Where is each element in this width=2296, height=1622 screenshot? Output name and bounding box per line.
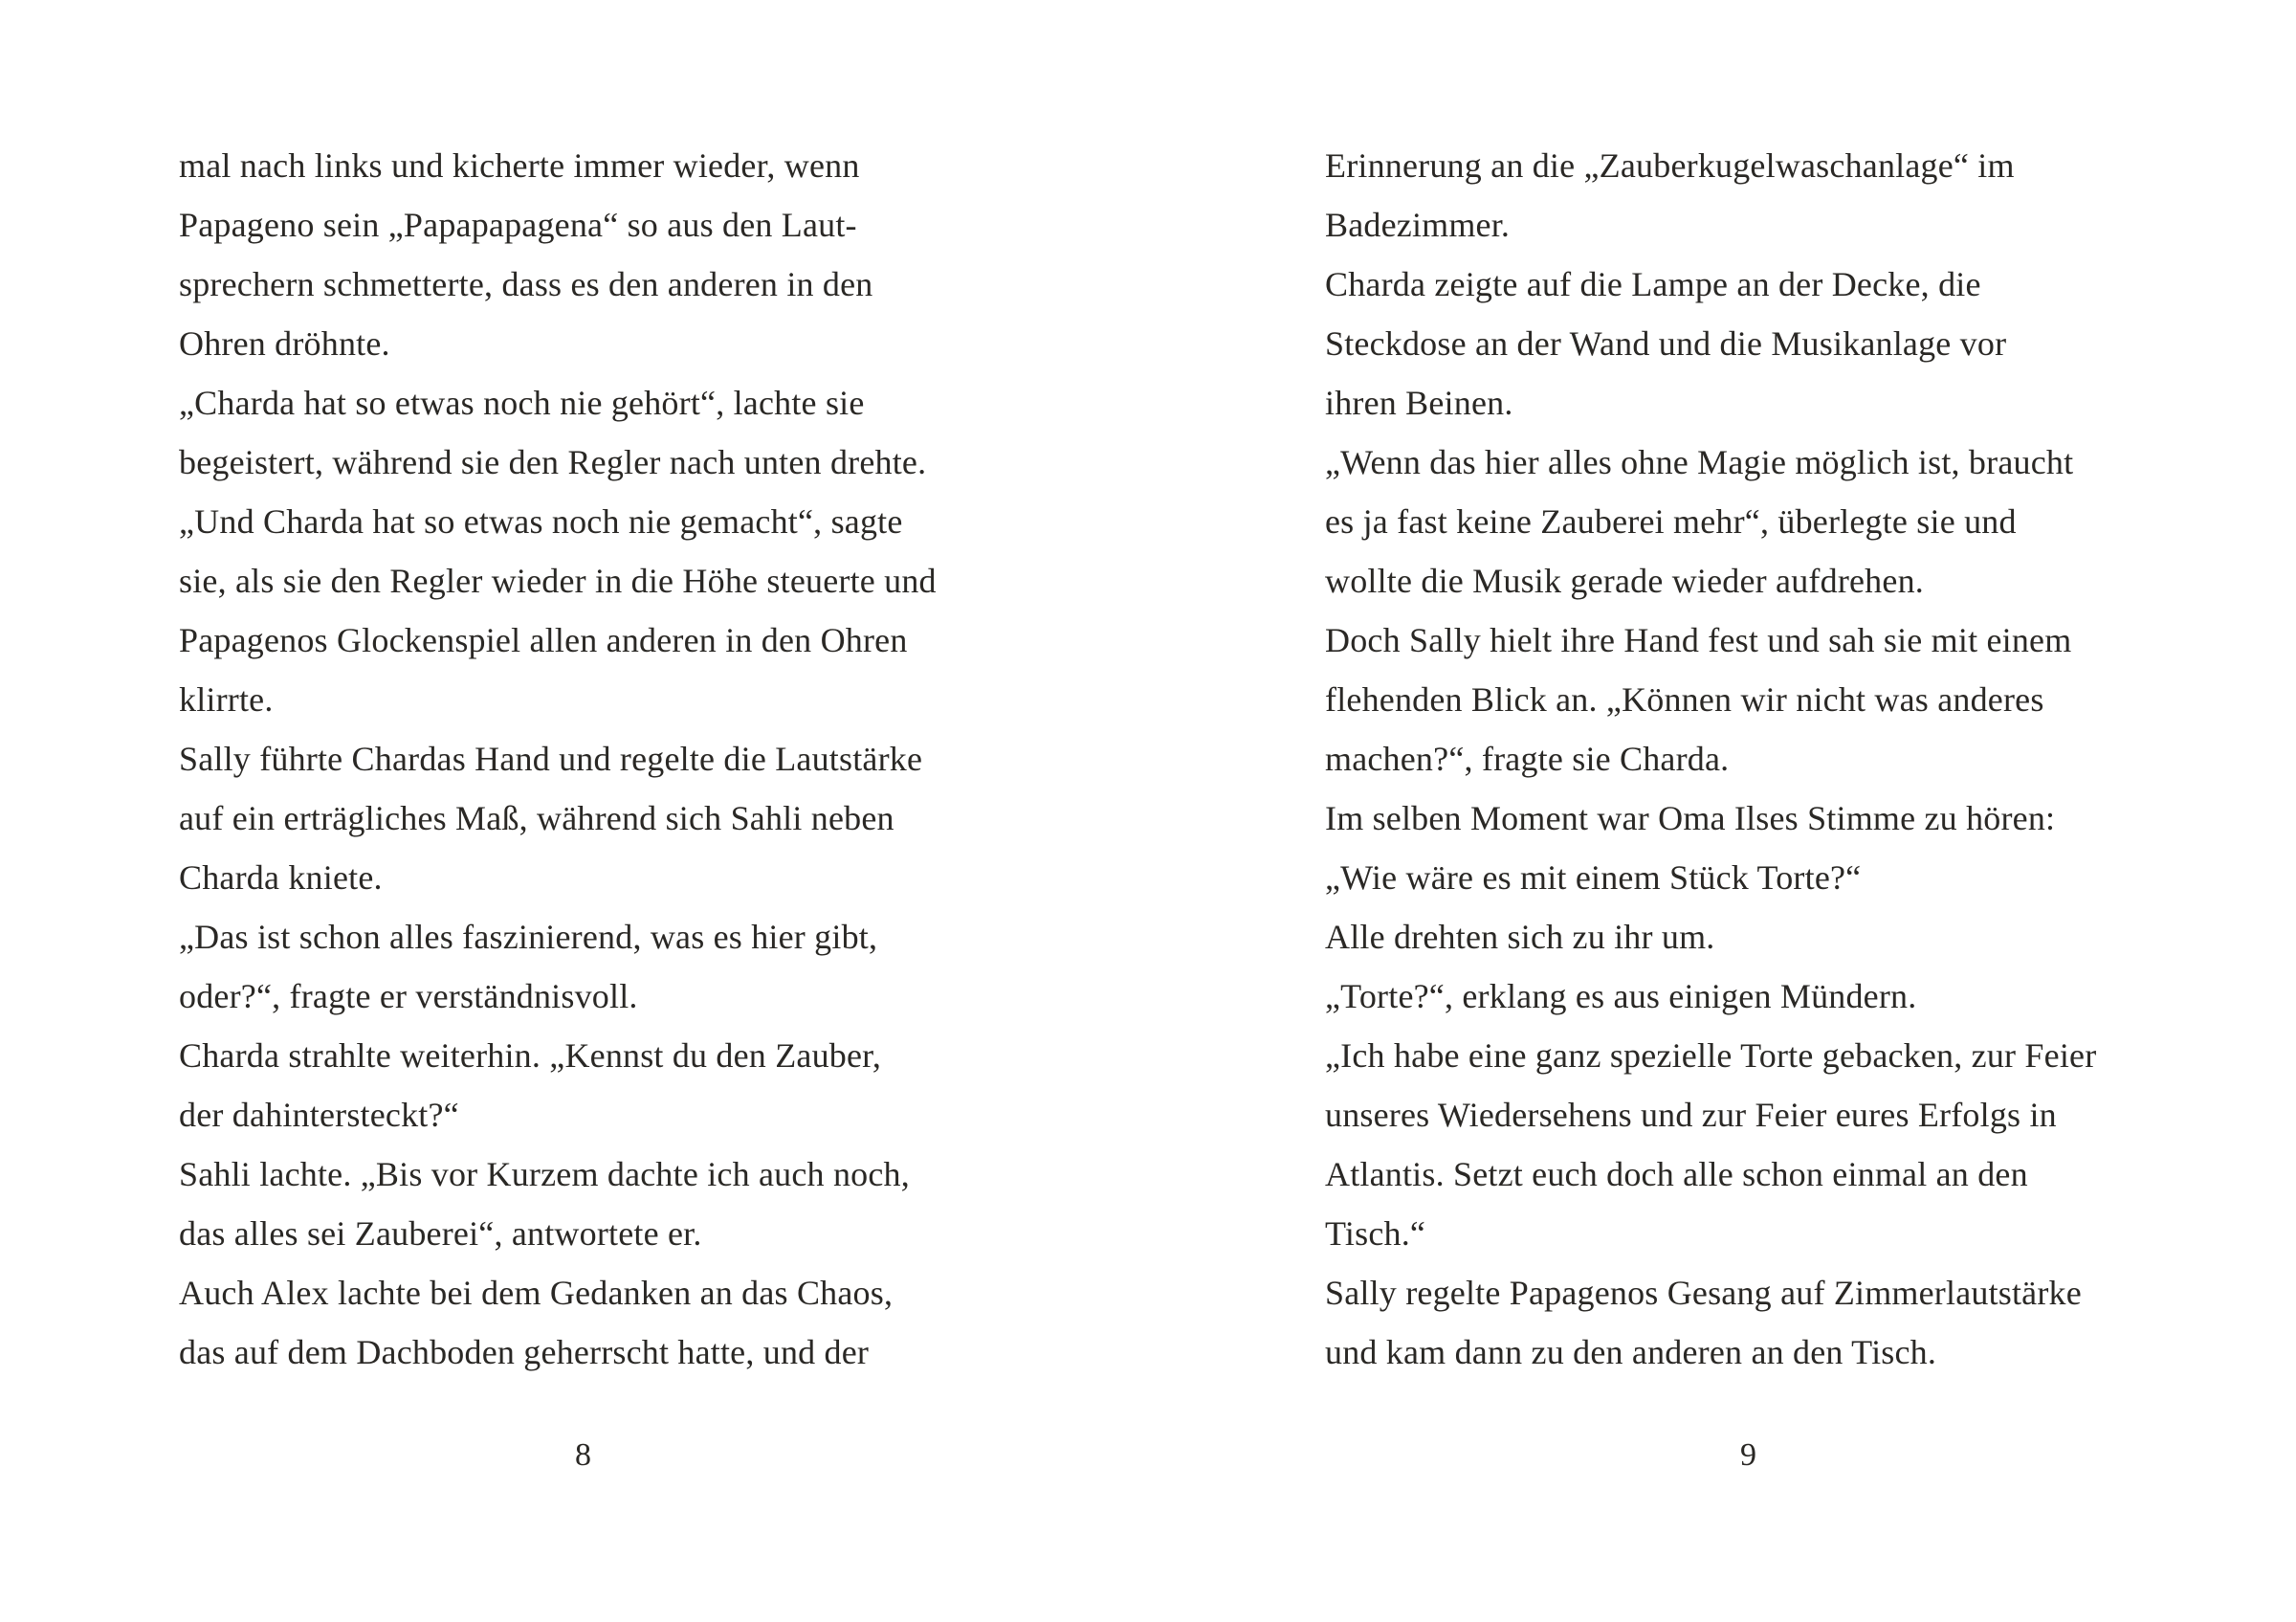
text-line: Charda zeigte auf die Lampe an der Decke, die	[1325, 265, 1981, 303]
text-line: Papagenos Glockenspiel allen anderen in den Ohren	[179, 621, 908, 659]
text-line: „Wie wäre es mit einem Stück Torte?“	[1325, 858, 1862, 897]
text-line: klirrte.	[179, 680, 274, 719]
text-line: Auch Alex lachte bei dem Gedanken an das Chaos,	[179, 1274, 894, 1312]
text-line: Charda strahlte weiterhin. „Kennst du den Zauber,	[179, 1036, 882, 1075]
text-line: sie, als sie den Regler wieder in die Höhe steuerte und	[179, 562, 937, 600]
text-line: Badezimmer.	[1325, 206, 1511, 244]
text-line: Doch Sally hielt ihre Hand fest und sah sie mit einem	[1325, 621, 2072, 659]
text-line: „Charda hat so etwas noch nie gehört“, lachte sie	[179, 384, 865, 422]
text-line: mal nach links und kicherte immer wieder, wenn	[179, 146, 860, 185]
text-line: „Und Charda hat so etwas noch nie gemacht“, sagte	[179, 502, 903, 541]
text-line: und kam dann zu den anderen an den Tisch.	[1325, 1333, 1937, 1371]
text-line: das auf dem Dachboden geherrscht hatte, und der	[179, 1333, 870, 1371]
text-line: ihren Beinen.	[1325, 384, 1513, 422]
text-line: Ohren dröhnte.	[179, 324, 390, 363]
text-line: wollte die Musik gerade wieder aufdrehen.	[1325, 562, 1924, 600]
text-line: begeistert, während sie den Regler nach unten drehte.	[179, 443, 927, 481]
text-line: Im selben Moment war Oma Ilses Stimme zu hören:	[1325, 799, 2056, 837]
text-line: „Das ist schon alles faszinierend, was es hier gibt,	[179, 918, 878, 956]
text-line: „Torte?“, erklang es aus einigen Mündern.	[1325, 977, 1917, 1015]
text-line: Atlantis. Setzt euch doch alle schon einmal an den	[1325, 1155, 2028, 1193]
page-left-number: 8	[575, 1437, 591, 1473]
text-line: der dahintersteckt?“	[179, 1096, 459, 1134]
text-line: oder?“, fragte er verständnisvoll.	[179, 977, 638, 1015]
text-line: Sahli lachte. „Bis vor Kurzem dachte ich auch noch,	[179, 1155, 910, 1193]
text-line: Papageno sein „Papapapagena“ so aus den Laut-	[179, 206, 857, 244]
text-line: Sally führte Chardas Hand und regelte die Lautstärke	[179, 740, 923, 778]
text-line: flehenden Blick an. „Können wir nicht was anderes	[1325, 680, 2044, 719]
page-right-number: 9	[1740, 1437, 1756, 1473]
text-line: sprechern schmetterte, dass es den anderen in den	[179, 265, 873, 303]
text-line: es ja fast keine Zauberei mehr“, überlegte sie und	[1325, 502, 2017, 541]
text-line: Sally regelte Papagenos Gesang auf Zimmerlautstärke	[1325, 1274, 2082, 1312]
text-line: Charda kniete.	[179, 858, 383, 897]
text-line: machen?“, fragte sie Charda.	[1325, 740, 1730, 778]
text-line: auf ein erträgliches Maß, während sich Sahli neben	[179, 799, 894, 837]
page-left-text-block	[179, 136, 937, 1382]
text-line: „Ich habe eine ganz spezielle Torte gebacken, zur Feier	[1325, 1036, 2097, 1075]
text-line: „Wenn das hier alles ohne Magie möglich ist, braucht	[1325, 443, 2074, 481]
page-right-text-block	[1325, 136, 2096, 1382]
text-line: Tisch.“	[1325, 1214, 1426, 1253]
text-line: Erinnerung an die „Zauberkugelwaschanlage“ im	[1325, 146, 2015, 185]
text-line: das alles sei Zauberei“, antwortete er.	[179, 1214, 702, 1253]
text-line: Alle drehten sich zu ihr um.	[1325, 918, 1715, 956]
text-line: unseres Wiedersehens und zur Feier eures Erfolgs in	[1325, 1096, 2057, 1134]
text-line: Steckdose an der Wand und die Musikanlage vor	[1325, 324, 2007, 363]
